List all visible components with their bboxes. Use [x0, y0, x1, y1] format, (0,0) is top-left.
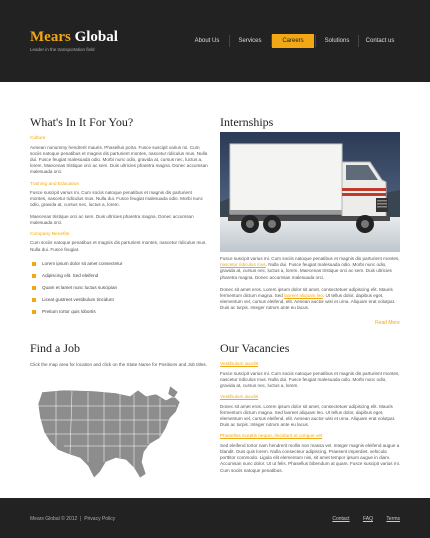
nav-solutions[interactable]: Solutions: [324, 38, 350, 44]
nav-contact-us[interactable]: Contact us: [365, 38, 395, 44]
read-more-link[interactable]: Read More: [375, 320, 400, 326]
internships-body: [220, 254, 400, 312]
benefits-list: [30, 258, 208, 318]
copyright-text: Mears Global © 2012: [30, 516, 78, 522]
logo-word-first: Mears: [30, 29, 71, 45]
footer-link-faq[interactable]: FAQ: [362, 516, 373, 522]
vacancy-text: Sed eleifend tortor nam hendrerit mollis non massa vel. Integer magnis eleifend augue a blandit. Duis quis lorem. Nulla consecteur adipiscing. Praesent imperdiet, vehicula porttitor commodo. Ligula elit elementum nisi, sit amet tempor ipsum augue in diam. Accumsan nunc dolor. Ut ut felis. Phasellus bibendum at quam. Fusce suscipit varius mi. Cum sociis natoque penatibus.: [220, 442, 401, 473]
internships-section: [220, 114, 400, 130]
internships-text-1: [220, 256, 400, 281]
truck-image: [220, 132, 400, 252]
culture-heading: Culture: [30, 136, 46, 142]
internships-text-2-pre: Donec sit amet eros. Lorem ipsum dolor sit amet, consectetuer adipiscing elit. Mauris fermentum dictum magna. Sed: [220, 286, 393, 298]
footer-links: [320, 516, 400, 523]
nav-services[interactable]: Services: [238, 38, 262, 44]
vacancy-heading[interactable]: Vestibulum iaculis: [220, 395, 259, 401]
list-item: Lorem ipsum dolor sit amet consectetur: [30, 258, 208, 270]
internships-link-1[interactable]: nascetur ridiculus mus: [220, 262, 266, 268]
section-title: Internships: [220, 115, 274, 129]
vacancy-heading[interactable]: Phasellus sceptis neque, tincidunt et congue vel: [220, 434, 323, 440]
nav-about-us[interactable]: About Us: [194, 38, 220, 44]
vacancies-section: [220, 340, 400, 474]
vacancy-text: Donec sit amet eros. Lorem ipsum dolor sit amet, consectetuer adipiscing elit. Mauris fermentum dictum magna. Sed laoreet aliquam leo. Ut tellus dolor, dapibus eget, elementum vel, cursus eleifend, elit. Aenean auctor wisi et urna. Aliquam erat volutpat. Duis ac turpis. Integer rutrum ante eu lacus.: [220, 403, 396, 428]
benefits-heading: Company Benefits: [30, 232, 70, 237]
internships-text-2: [220, 287, 400, 312]
list-item: Adipiscing elit. Sed eleifend: [30, 270, 208, 282]
logo-word-second: Global: [74, 29, 118, 45]
training-heading: Training and Education: [30, 181, 80, 187]
copyright: Mears Global © 2012 | Privacy Policy: [30, 516, 116, 522]
vacancy-text: Fusce suscipit varius mi. Cum sociis natoque penatibus et magnis dis parturient montes, nascetur ridiculus mus. Nulla dui. Fusce feugiat malesuada odio. Morbi nunc odio, gravida at, cursus nec, luctus a, lorem.: [220, 370, 400, 389]
site-footer: [0, 498, 430, 538]
truck-photo: [220, 132, 400, 252]
find-job-section: [30, 340, 208, 368]
section-title: What's In It For You?: [30, 115, 134, 129]
culture-text: Aenean nonummy hendrerit mauris. Phasellus porta. Fusce suscipit varius mi. Cum sociis natoque penatibus et magnis dis parturient montes, nascetur ridiculus mus. Nulla dui. Fusce feugiat malesuada odio. Morbi nunc odio, gravida at, cursus nec, luctus a, lorem. Maecenas tristique orci ac sem. Duis ultricies pharetra magna. Donec accumsan malesuada orci.: [30, 144, 208, 175]
privacy-policy-link[interactable]: Privacy Policy: [84, 516, 116, 522]
list-item: Liceat gustreet vestibulum tincidunt: [30, 294, 208, 306]
internships-text-1-pre: Fusce suscipit varius mi. Cum sociis natoque penatibus et magnis dis parturient montes,: [220, 256, 400, 261]
internships-link-2[interactable]: laoreet aliquam leo: [284, 292, 323, 298]
logo[interactable]: [30, 30, 118, 53]
usa-map[interactable]: [34, 382, 184, 482]
footer-link-contact[interactable]: Contact: [332, 516, 350, 522]
find-job-text: Click the map area for location and click on the State Name for Positions and Job titles.: [30, 362, 207, 368]
list-item: Quam et lamet nunc luctus suscipian: [30, 282, 208, 294]
internships-text-2-post: . Ut tellus dolor, dapibus eget, elementum vel, cursus eleifend, elit. Aenean auctor wisi et urna. Aliquam erat volutpat. Duis ac turpis. Integer rutrum ante eu lacus.: [220, 292, 396, 311]
site-header: [0, 0, 430, 82]
footer-link-terms[interactable]: Terms: [386, 516, 400, 522]
benefits-text: Cum sociis natoque penatibus et magnis dis parturient montes, nascetur ridiculus mus. Nulla dui. Fusce feugiat.: [30, 240, 207, 252]
section-title: Find a Job: [30, 341, 81, 355]
whats-in-it-section: [30, 114, 208, 318]
main-content: [0, 82, 430, 498]
nav-careers[interactable]: Careers: [272, 34, 314, 48]
tagline: Leader in the transportation field: [30, 47, 95, 52]
logo-text: [30, 30, 118, 45]
section-title: Our Vacancies: [220, 341, 290, 355]
list-item: Pretium tortor quis lobortis: [30, 306, 208, 318]
vacancy-heading[interactable]: Vestibulum iaculis: [220, 362, 259, 368]
training-text-2: Maecenas tristique orci ac sem. Duis ultricies pharetra magna. Donec accumsan malesuada orci.: [30, 213, 194, 225]
training-text: Fusce suscipit varius mi. Cum sociis natoque penatibus et magnis dis parturient montes, nascetur ridiculus mus. Nulla dui. Fusce feugiat malesuada odio. Morbi nunc odio, gravida at, cursus nec, luctus a, lorem.: [30, 190, 203, 208]
internships-text-1-post: . Nulla dui. Fusce feugiat malesuada odio. Morbi nunc odio, gravida at, cursus nec, luctus a, lorem. Maecenas tristique orci ac sem. Duis ultricies pharetra magna. Donec accumsan malesuada orci.: [220, 262, 392, 280]
